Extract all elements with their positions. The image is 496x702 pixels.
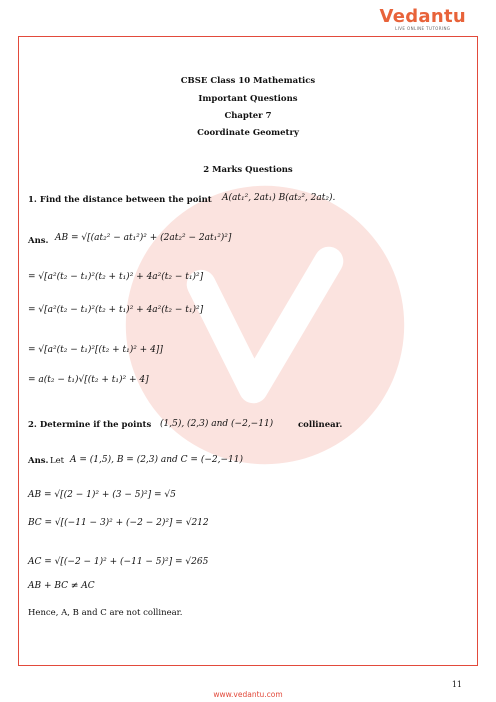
header-line-2: Important Questions	[198, 94, 298, 104]
q1-step-4: = √[a²(t₂ − t₁)²[(t₂ + t₁)² + 4]]	[28, 345, 163, 355]
page-number: 11	[451, 680, 462, 689]
logo-tagline: LIVE ONLINE TUTORING	[395, 26, 451, 31]
q1-question: 1. Find the distance between the point	[28, 195, 212, 205]
section-title: 2 Marks Questions	[203, 165, 293, 175]
vedantu-logo	[379, 6, 466, 31]
header-line-1: CBSE Class 10 Mathematics	[180, 76, 316, 86]
q1-ans-label: Ans.	[28, 236, 49, 246]
q2-let-expr: A = (1,5), B = (2,3) and C = (−2,−11)	[70, 455, 243, 465]
q2-ans-label: Ans.	[28, 456, 49, 466]
q2-step-2: BC = √[(−11 − 3)² + (−2 − 2)²] = √212	[28, 518, 209, 528]
q2-step-4: AB + BC ≠ AC	[28, 581, 95, 591]
logo-word: Vedantu	[379, 6, 466, 27]
footer-url-link[interactable]: www.vedantu.com	[213, 690, 283, 699]
q2-step-3: AC = √[(−2 − 1)² + (−11 − 5)²] = √265	[28, 557, 209, 567]
q1-step-5: = a(t₂ − t₁)√[(t₂ + t₁)² + 4]	[28, 375, 149, 385]
q2-ans-let: Let	[50, 456, 65, 466]
q1-step-1: AB = √[(at₂² − at₁²)² + (2at₂² − 2at₁²)²]	[55, 233, 232, 243]
q2-points: (1,5), (2,3) and (−2,−11)	[160, 419, 274, 429]
q2-question-end: collinear.	[298, 420, 343, 430]
q1-points: A(at₁², 2at₁) B(at₂², 2at₂).	[222, 193, 336, 203]
q2-conclusion: Hence, A, B and C are not collinear.	[28, 608, 183, 618]
q1-step-3: = √[a²(t₂ − t₁)²(t₂ + t₁)² + 4a²(t₂ − t₁)²]	[28, 305, 204, 315]
q1-step-2: = √[a²(t₂ − t₁)²(t₂ + t₁)² + 4a²(t₂ − t₁)²]	[28, 272, 204, 282]
q2-step-1: AB = √[(2 − 1)² + (3 − 5)²] = √5	[28, 490, 176, 500]
header-line-4: Coordinate Geometry	[197, 128, 299, 138]
header-line-3: Chapter 7	[224, 111, 272, 121]
q2-question: 2. Determine if the points	[28, 420, 152, 430]
